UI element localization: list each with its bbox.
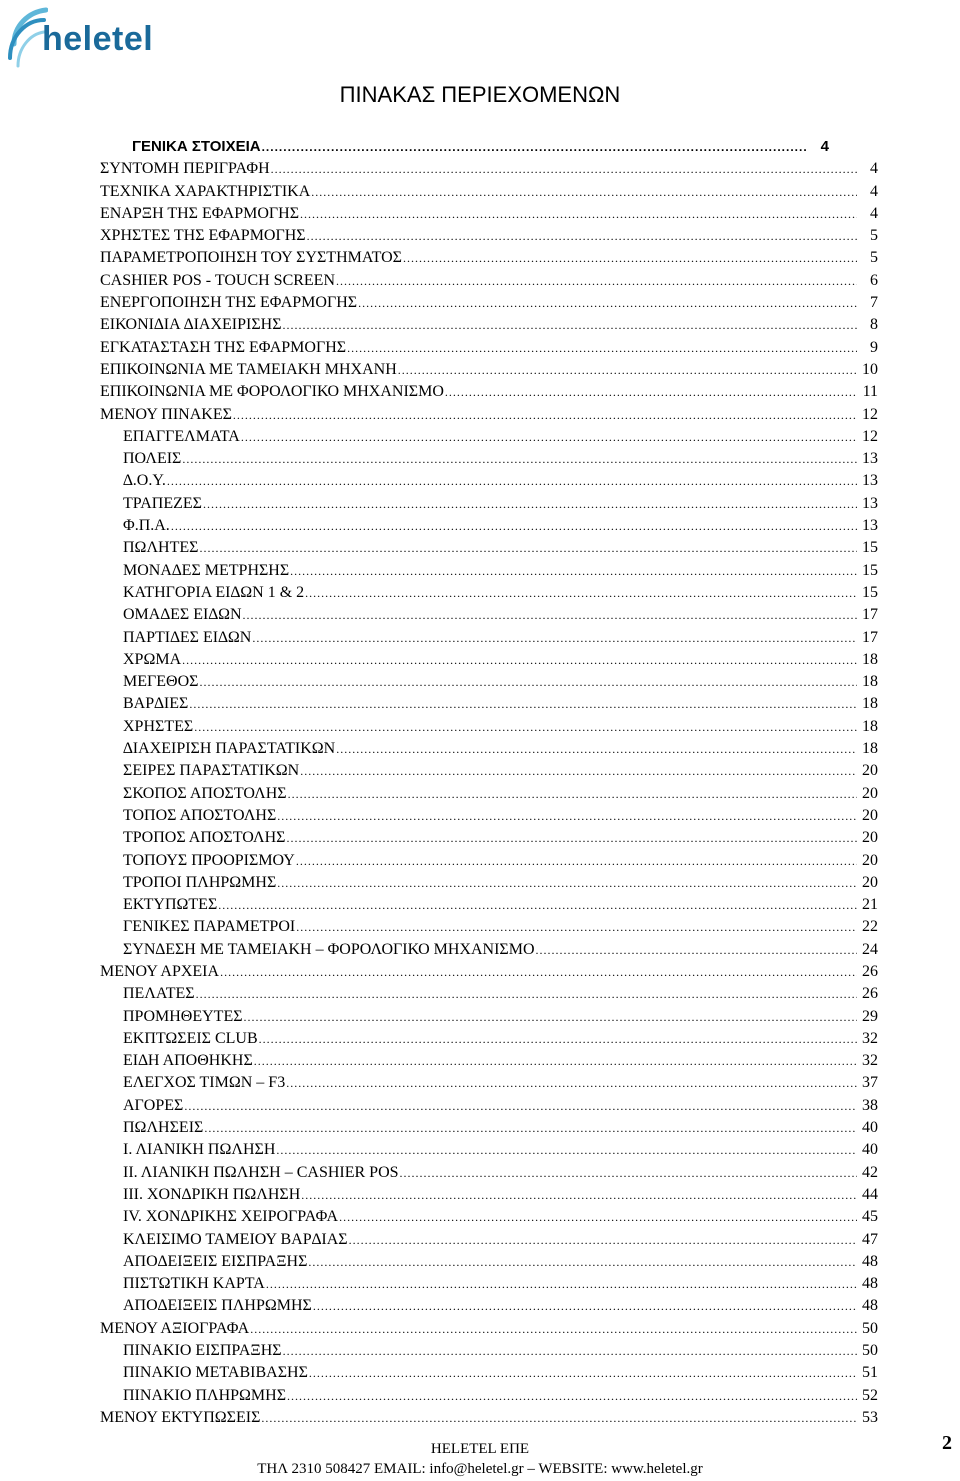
toc-entry[interactable] bbox=[100, 939, 878, 961]
toc-dot-leader bbox=[283, 314, 857, 336]
toc-dot-leader bbox=[254, 1050, 857, 1072]
toc-entry[interactable] bbox=[100, 181, 878, 203]
toc-entry-label: ∆ΙΑΧΕΙΡΙΣΗ ΠΑΡΑΣΤΑΤΙΚΩΝ bbox=[123, 740, 336, 758]
toc-entry[interactable] bbox=[100, 426, 878, 448]
toc-entry-page: 18 bbox=[862, 740, 878, 758]
toc-entry-label: ΙΙ. ΛΙΑΝΙΚΗ ΠΩΛΗΣΗ – CASHIER POS bbox=[123, 1163, 399, 1181]
toc-entry[interactable] bbox=[100, 1072, 878, 1094]
toc-dot-leader bbox=[259, 1028, 857, 1050]
toc-dot-leader bbox=[300, 760, 857, 782]
toc-entry[interactable] bbox=[100, 604, 878, 626]
toc-entry-page: 9 bbox=[870, 338, 878, 356]
toc-entry[interactable] bbox=[100, 1117, 878, 1139]
toc-entry-page: 26 bbox=[862, 962, 878, 980]
toc-entry[interactable] bbox=[100, 649, 878, 671]
table-of-contents bbox=[100, 136, 878, 1429]
toc-dot-leader bbox=[199, 537, 857, 559]
toc-entry-label: ΠΑΡΑΜΕΤΡΟΠΟΙΗΣΗ ΤΟΥ ΣΥΣΤΗΜΑΤΟΣ bbox=[100, 249, 402, 267]
toc-entry-page: 32 bbox=[862, 1029, 878, 1047]
toc-entry-label: ΧΡΗΣΤΕΣ bbox=[123, 717, 194, 735]
logo-text: heletel bbox=[42, 20, 154, 58]
toc-entry[interactable] bbox=[100, 961, 878, 983]
heletel-logo bbox=[8, 6, 168, 76]
toc-entry[interactable] bbox=[100, 1385, 878, 1407]
toc-entry-page: 50 bbox=[862, 1319, 878, 1337]
toc-entry-label: ΑΠΟ∆ΕΙΞΕΙΣ ΕΙΣΠΡΑΞΗΣ bbox=[123, 1252, 308, 1270]
toc-dot-leader bbox=[336, 270, 857, 292]
toc-entry-label: ΠΙΝΑΚΙΟ ΜΕΤΑΒΙΒΑΣΗΣ bbox=[123, 1364, 308, 1382]
toc-dot-leader bbox=[400, 1162, 857, 1184]
toc-dot-leader bbox=[349, 1229, 857, 1251]
toc-entry-page: 18 bbox=[862, 673, 878, 691]
toc-dot-leader bbox=[277, 805, 857, 827]
toc-dot-leader bbox=[445, 381, 857, 403]
toc-entry-label: ΕΠΙΚΟΙΝΩΝΙΑ ΜΕ ΤΑΜΕΙΑΚΗ ΜΗΧΑΝΗ bbox=[100, 360, 397, 378]
footer-contact: ΤΗΛ 2310 508427 EMAIL: info@heletel.gr – WEBSITE: www.heletel.gr bbox=[257, 1461, 703, 1477]
page-title: ΠΙΝΑΚΑΣ ΠΕΡΙΕΧΟΜΕΝΩΝ bbox=[339, 82, 621, 107]
toc-entry-label: Φ.Π.Α. bbox=[123, 517, 170, 535]
page-number: 2 bbox=[942, 1432, 952, 1454]
toc-entry[interactable] bbox=[100, 537, 878, 559]
toc-entry[interactable] bbox=[100, 582, 878, 604]
toc-entry[interactable] bbox=[100, 1273, 878, 1295]
toc-dot-leader bbox=[203, 493, 857, 515]
toc-entry[interactable] bbox=[100, 359, 878, 381]
toc-entry-page: 20 bbox=[862, 784, 878, 802]
toc-dot-leader bbox=[313, 1295, 857, 1317]
toc-dot-leader bbox=[309, 1362, 857, 1384]
toc-entry[interactable] bbox=[100, 1295, 878, 1317]
toc-entry-page: 51 bbox=[862, 1364, 878, 1382]
toc-dot-leader bbox=[182, 448, 857, 470]
toc-entry-label: ΕΙΚΟΝΙ∆ΙΑ ∆ΙΑΧΕΙΡΙΣΗΣ bbox=[100, 316, 282, 334]
toc-entry-page: 20 bbox=[862, 806, 878, 824]
toc-entry-page: 18 bbox=[862, 650, 878, 668]
toc-entry[interactable] bbox=[100, 693, 878, 715]
toc-entry[interactable] bbox=[100, 1050, 878, 1072]
toc-entry[interactable] bbox=[100, 1318, 878, 1340]
toc-entry-page: 21 bbox=[862, 896, 878, 914]
toc-entry[interactable] bbox=[100, 872, 878, 894]
toc-entry-label: ΜΟΝΑ∆ΕΣ ΜΕΤΡΗΣΗΣ bbox=[123, 561, 290, 579]
toc-entry-label: Ι. ΛΙΑΝΙΚΗ ΠΩΛΗΣΗ bbox=[123, 1141, 276, 1159]
toc-dot-leader bbox=[308, 1251, 857, 1273]
toc-entry[interactable] bbox=[100, 247, 878, 269]
toc-entry-page: 10 bbox=[862, 360, 878, 378]
toc-entry-label: ΙΙΙ. ΧΟΝ∆ΡΙΚΗ ΠΩΛΗΣΗ bbox=[123, 1185, 301, 1203]
toc-entry-label: ΜΕΝΟΥ ΑΞΙΟΓΡΑΦΑ bbox=[100, 1319, 250, 1337]
toc-entry-label: ΕΓΚΑΤΑΣΤΑΣΗ ΤΗΣ ΕΦΑΡΜΟΓΗΣ bbox=[100, 338, 347, 356]
toc-dot-leader bbox=[171, 515, 857, 537]
toc-entry-label: ΠΕΛΑΤΕΣ bbox=[123, 985, 195, 1003]
toc-entry[interactable] bbox=[100, 470, 878, 492]
toc-dot-leader bbox=[290, 560, 857, 582]
toc-entry[interactable] bbox=[100, 1028, 878, 1050]
toc-entry-page: 12 bbox=[862, 405, 878, 423]
toc-dot-leader bbox=[167, 470, 857, 492]
toc-entry[interactable] bbox=[100, 1095, 878, 1117]
toc-dot-leader bbox=[184, 1095, 857, 1117]
toc-entry-label: ΧΡΗΣΤΕΣ ΤΗΣ ΕΦΑΡΜΟΓΗΣ bbox=[100, 227, 306, 245]
toc-entry[interactable] bbox=[100, 1206, 878, 1228]
toc-entry-label: IV. ΧΟΝ∆ΡΙΚΗΣ ΧΕΙΡΟΓΡΑΦΑ bbox=[123, 1208, 339, 1226]
toc-dot-leader bbox=[218, 894, 857, 916]
toc-entry[interactable] bbox=[100, 448, 878, 470]
toc-entry-page: 53 bbox=[862, 1408, 878, 1426]
toc-dot-leader bbox=[311, 181, 857, 203]
toc-dot-leader bbox=[296, 916, 857, 938]
toc-entry-page: 40 bbox=[862, 1119, 878, 1137]
toc-entry-page: 4 bbox=[870, 182, 878, 200]
toc-entry[interactable] bbox=[100, 1139, 878, 1161]
toc-entry-page: 17 bbox=[862, 628, 878, 646]
toc-entry-label: ΕΚΤΥΠΩΤΕΣ bbox=[123, 896, 218, 914]
toc-entry[interactable] bbox=[100, 270, 878, 292]
toc-entry-label: ΜΕΝΟΥ ΠΙΝΑΚΕΣ bbox=[100, 405, 232, 423]
toc-entry-page: 48 bbox=[862, 1297, 878, 1315]
toc-entry-label: ΓΕΝΙΚΕΣ ΠΑΡΑΜΕΤΡΟΙ bbox=[123, 918, 296, 936]
toc-entry[interactable] bbox=[100, 337, 878, 359]
toc-entry-page: 15 bbox=[862, 583, 878, 601]
toc-entry[interactable] bbox=[100, 716, 878, 738]
toc-entry[interactable] bbox=[100, 671, 878, 693]
toc-dot-leader bbox=[271, 158, 857, 180]
toc-entry-label: ΕΝΕΡΓΟΠΟΙΗΣΗ ΤΗΣ ΕΦΑΡΜΟΓΗΣ bbox=[100, 294, 358, 312]
toc-entry-page: 4 bbox=[870, 160, 878, 178]
toc-entry-label: ΣΕΙΡΕΣ ΠΑΡΑΣΤΑΤΙΚΩΝ bbox=[123, 762, 300, 780]
toc-entry-label: ΑΠΟ∆ΕΙΞΕΙΣ ΠΛΗΡΩΜΗΣ bbox=[123, 1297, 312, 1315]
toc-entry-page: 47 bbox=[862, 1230, 878, 1248]
toc-entry[interactable] bbox=[100, 136, 829, 158]
toc-entry[interactable] bbox=[100, 783, 878, 805]
toc-dot-leader bbox=[182, 649, 857, 671]
toc-entry-label: ΤΕΧΝΙΚΑ ΧΑΡΑΚΤΗΡΙΣΤΙΚΑ bbox=[100, 182, 311, 200]
toc-entry[interactable] bbox=[100, 560, 878, 582]
toc-dot-leader bbox=[189, 693, 857, 715]
toc-entry-page: 18 bbox=[862, 717, 878, 735]
toc-entry-label: ΤΡΟΠΟΙ ΠΛΗΡΩΜΗΣ bbox=[123, 873, 277, 891]
toc-entry[interactable] bbox=[100, 1407, 878, 1429]
toc-dot-leader bbox=[199, 671, 857, 693]
toc-dot-leader bbox=[286, 1072, 857, 1094]
toc-entry-page: 22 bbox=[862, 918, 878, 936]
toc-entry[interactable] bbox=[100, 738, 878, 760]
toc-entry-label: ΟΜΑ∆ΕΣ ΕΙ∆ΩΝ bbox=[123, 606, 242, 624]
toc-dot-leader bbox=[358, 292, 857, 314]
toc-entry-label: ΠΑΡΤΙ∆ΕΣ ΕΙ∆ΩΝ bbox=[123, 628, 252, 646]
toc-entry[interactable] bbox=[100, 1006, 878, 1028]
toc-entry[interactable] bbox=[100, 225, 878, 247]
toc-entry-page: 29 bbox=[862, 1007, 878, 1025]
toc-entry-label: ΕΛΕΓΧΟΣ ΤΙΜΩΝ – F3 bbox=[123, 1074, 286, 1092]
toc-entry-label: ΠΙΝΑΚΙΟ ΕΙΣΠΡΑΞΗΣ bbox=[123, 1342, 282, 1360]
toc-entry[interactable] bbox=[100, 493, 878, 515]
toc-entry-page: 18 bbox=[862, 695, 878, 713]
toc-entry-page: 4 bbox=[820, 138, 829, 155]
toc-entry[interactable] bbox=[100, 916, 878, 938]
toc-entry-label: ΑΓΟΡΕΣ bbox=[123, 1096, 184, 1114]
toc-entry-label: ΒΑΡ∆ΙΕΣ bbox=[123, 695, 189, 713]
toc-entry[interactable] bbox=[100, 1340, 878, 1362]
toc-entry-label: ∆.Ο.Υ. bbox=[123, 472, 166, 490]
toc-entry[interactable] bbox=[100, 381, 878, 403]
toc-entry-label: ΜΕΝΟΥ ΕΚΤΥΠΩΣΕΙΣ bbox=[100, 1408, 261, 1426]
toc-entry-label: ΤΡΟΠΟΣ ΑΠΟΣΤΟΛΗΣ bbox=[123, 829, 286, 847]
toc-entry-page: 5 bbox=[870, 249, 878, 267]
toc-entry-label: ΠΙΣΤΩΤΙΚΗ ΚΑΡΤΑ bbox=[123, 1275, 265, 1293]
toc-entry[interactable] bbox=[100, 805, 878, 827]
toc-entry-label: ΕΙ∆Η ΑΠΟΘΗΚΗΣ bbox=[123, 1052, 253, 1070]
toc-entry-page: 24 bbox=[862, 940, 878, 958]
toc-entry-label: ΤΟΠΟΥΣ ΠΡΟΟΡΙΣΜΟΥ bbox=[123, 851, 295, 869]
toc-entry-page: 13 bbox=[862, 494, 878, 512]
toc-entry-label: ΠΡΟΜΗΘΕΥΤΕΣ bbox=[123, 1007, 243, 1025]
toc-entry-page: 26 bbox=[862, 985, 878, 1003]
toc-dot-leader bbox=[194, 716, 857, 738]
toc-entry-label: ΤΟΠΟΣ ΑΠΟΣΤΟΛΗΣ bbox=[123, 806, 277, 824]
toc-dot-leader bbox=[241, 426, 857, 448]
toc-dot-leader bbox=[536, 939, 858, 961]
toc-entry-page: 45 bbox=[862, 1208, 878, 1226]
toc-dot-leader bbox=[220, 961, 857, 983]
toc-entry-label: ΚΑΤΗΓΟΡΙΑ ΕΙ∆ΩΝ 1 & 2 bbox=[123, 583, 305, 601]
toc-entry[interactable] bbox=[100, 314, 878, 336]
toc-entry-label: ΣΚΟΠΟΣ ΑΠΟΣΤΟΛΗΣ bbox=[123, 784, 287, 802]
toc-entry-page: 48 bbox=[862, 1275, 878, 1293]
toc-dot-leader bbox=[261, 1407, 857, 1429]
toc-entry[interactable] bbox=[100, 203, 878, 225]
toc-entry-page: 6 bbox=[870, 271, 878, 289]
toc-dot-leader bbox=[266, 1273, 857, 1295]
toc-entry-page: 52 bbox=[862, 1386, 878, 1404]
toc-entry[interactable] bbox=[100, 627, 878, 649]
toc-dot-leader bbox=[300, 203, 857, 225]
toc-entry-label: ΧΡΩΜΑ bbox=[123, 650, 182, 668]
toc-entry-page: 4 bbox=[870, 204, 878, 222]
toc-entry[interactable] bbox=[100, 760, 878, 782]
toc-entry-page: 44 bbox=[862, 1185, 878, 1203]
toc-entry[interactable] bbox=[100, 1184, 878, 1206]
toc-entry[interactable] bbox=[100, 894, 878, 916]
toc-dot-leader bbox=[286, 827, 857, 849]
toc-entry[interactable] bbox=[100, 850, 878, 872]
toc-entry[interactable] bbox=[100, 404, 878, 426]
toc-dot-leader bbox=[276, 1139, 857, 1161]
toc-dot-leader bbox=[347, 337, 857, 359]
toc-entry-page: 50 bbox=[862, 1342, 878, 1360]
toc-dot-leader bbox=[283, 1340, 857, 1362]
toc-entry[interactable] bbox=[100, 1362, 878, 1384]
toc-entry[interactable] bbox=[100, 515, 878, 537]
toc-entry-label: ΜΕΓΕΘΟΣ bbox=[123, 673, 199, 691]
toc-entry-page: 12 bbox=[862, 427, 878, 445]
toc-entry-page: 20 bbox=[862, 851, 878, 869]
toc-entry-page: 48 bbox=[862, 1252, 878, 1270]
toc-dot-leader bbox=[301, 1184, 857, 1206]
toc-dot-leader bbox=[307, 225, 857, 247]
toc-entry-page: 42 bbox=[862, 1163, 878, 1181]
toc-entry-label: ΠΩΛΗΤΕΣ bbox=[123, 539, 199, 557]
toc-dot-leader bbox=[339, 1206, 857, 1228]
toc-dot-leader bbox=[243, 604, 857, 626]
toc-entry-label: ΜΕΝΟΥ ΑΡΧΕΙΑ bbox=[100, 962, 220, 980]
toc-entry[interactable] bbox=[100, 158, 878, 180]
toc-entry-page: 8 bbox=[870, 316, 878, 334]
toc-entry-label: ΣΥΝ∆ΕΣΗ ΜΕ ΤΑΜΕΙΑΚΗ – ΦΟΡΟΛΟΓΙΚΟ ΜΗΧΑΝΙΣΜΟ bbox=[123, 940, 535, 958]
toc-entry-page: 17 bbox=[862, 606, 878, 624]
toc-dot-leader bbox=[233, 404, 857, 426]
toc-dot-leader bbox=[262, 136, 808, 158]
toc-entry[interactable] bbox=[100, 1229, 878, 1251]
toc-entry-label: ΕΚΠΤΩΣΕΙΣ CLUB bbox=[123, 1029, 258, 1047]
toc-entry-page: 13 bbox=[862, 517, 878, 535]
toc-entry[interactable] bbox=[100, 827, 878, 849]
toc-dot-leader bbox=[250, 1318, 857, 1340]
toc-entry-page: 32 bbox=[862, 1052, 878, 1070]
toc-dot-leader bbox=[252, 627, 857, 649]
toc-dot-leader bbox=[287, 1385, 857, 1407]
toc-entry-label: ΕΠΑΓΓΕΛΜΑΤΑ bbox=[123, 427, 240, 445]
toc-entry-label: ΓΕΝΙΚΑ ΣΤΟΙΧΕΙΑ bbox=[132, 138, 261, 155]
footer-company: HELETEL ΕΠΕ bbox=[430, 1441, 530, 1457]
toc-entry-page: 5 bbox=[870, 227, 878, 245]
toc-entry-label: CASHIER POS - TOUCH SCREEN bbox=[100, 271, 336, 289]
toc-entry-page: 15 bbox=[862, 561, 878, 579]
toc-dot-leader bbox=[204, 1117, 857, 1139]
toc-entry-page: 20 bbox=[862, 873, 878, 891]
toc-entry-page: 13 bbox=[862, 450, 878, 468]
toc-entry-page: 38 bbox=[862, 1096, 878, 1114]
toc-entry-page: 37 bbox=[862, 1074, 878, 1092]
toc-entry-page: 13 bbox=[862, 472, 878, 490]
toc-entry-label: ΕΝΑΡΞΗ ΤΗΣ ΕΦΑΡΜΟΓΗΣ bbox=[100, 204, 300, 222]
toc-entry-page: 7 bbox=[870, 294, 878, 312]
toc-dot-leader bbox=[288, 783, 857, 805]
toc-entry-page: 20 bbox=[862, 762, 878, 780]
toc-entry-page: 15 bbox=[862, 539, 878, 557]
toc-entry[interactable] bbox=[100, 1251, 878, 1273]
toc-dot-leader bbox=[305, 582, 857, 604]
toc-entry-label: ΣΥΝΤΟΜΗ ΠΕΡΙΓΡΑΦΗ bbox=[100, 160, 270, 178]
toc-dot-leader bbox=[244, 1006, 857, 1028]
toc-entry[interactable] bbox=[100, 983, 878, 1005]
toc-dot-leader bbox=[336, 738, 857, 760]
toc-dot-leader bbox=[196, 983, 857, 1005]
toc-entry-page: 40 bbox=[862, 1141, 878, 1159]
toc-dot-leader bbox=[398, 359, 857, 381]
toc-entry[interactable] bbox=[100, 1162, 878, 1184]
toc-dot-leader bbox=[403, 247, 857, 269]
toc-entry-label: ΕΠΙΚΟΙΝΩΝΙΑ ΜΕ ΦΟΡΟΛΟΓΙΚΟ ΜΗΧΑΝΙΣΜΟ bbox=[100, 383, 444, 401]
toc-entry-label: ΚΛΕΙΣΙΜΟ ΤΑΜΕΙΟΥ ΒΑΡ∆ΙΑΣ bbox=[123, 1230, 348, 1248]
toc-entry-label: ΠΙΝΑΚΙΟ ΠΛΗΡΩΜΗΣ bbox=[123, 1386, 287, 1404]
toc-entry-label: ΠΟΛΕΙΣ bbox=[123, 450, 182, 468]
toc-dot-leader bbox=[296, 850, 857, 872]
toc-entry-page: 11 bbox=[862, 383, 878, 401]
toc-entry-label: ΠΩΛΗΣΕΙΣ bbox=[123, 1119, 204, 1137]
toc-entry-label: ΤΡΑΠΕΖΕΣ bbox=[123, 494, 202, 512]
toc-entry[interactable] bbox=[100, 292, 878, 314]
toc-dot-leader bbox=[277, 872, 857, 894]
toc-entry-page: 20 bbox=[862, 829, 878, 847]
